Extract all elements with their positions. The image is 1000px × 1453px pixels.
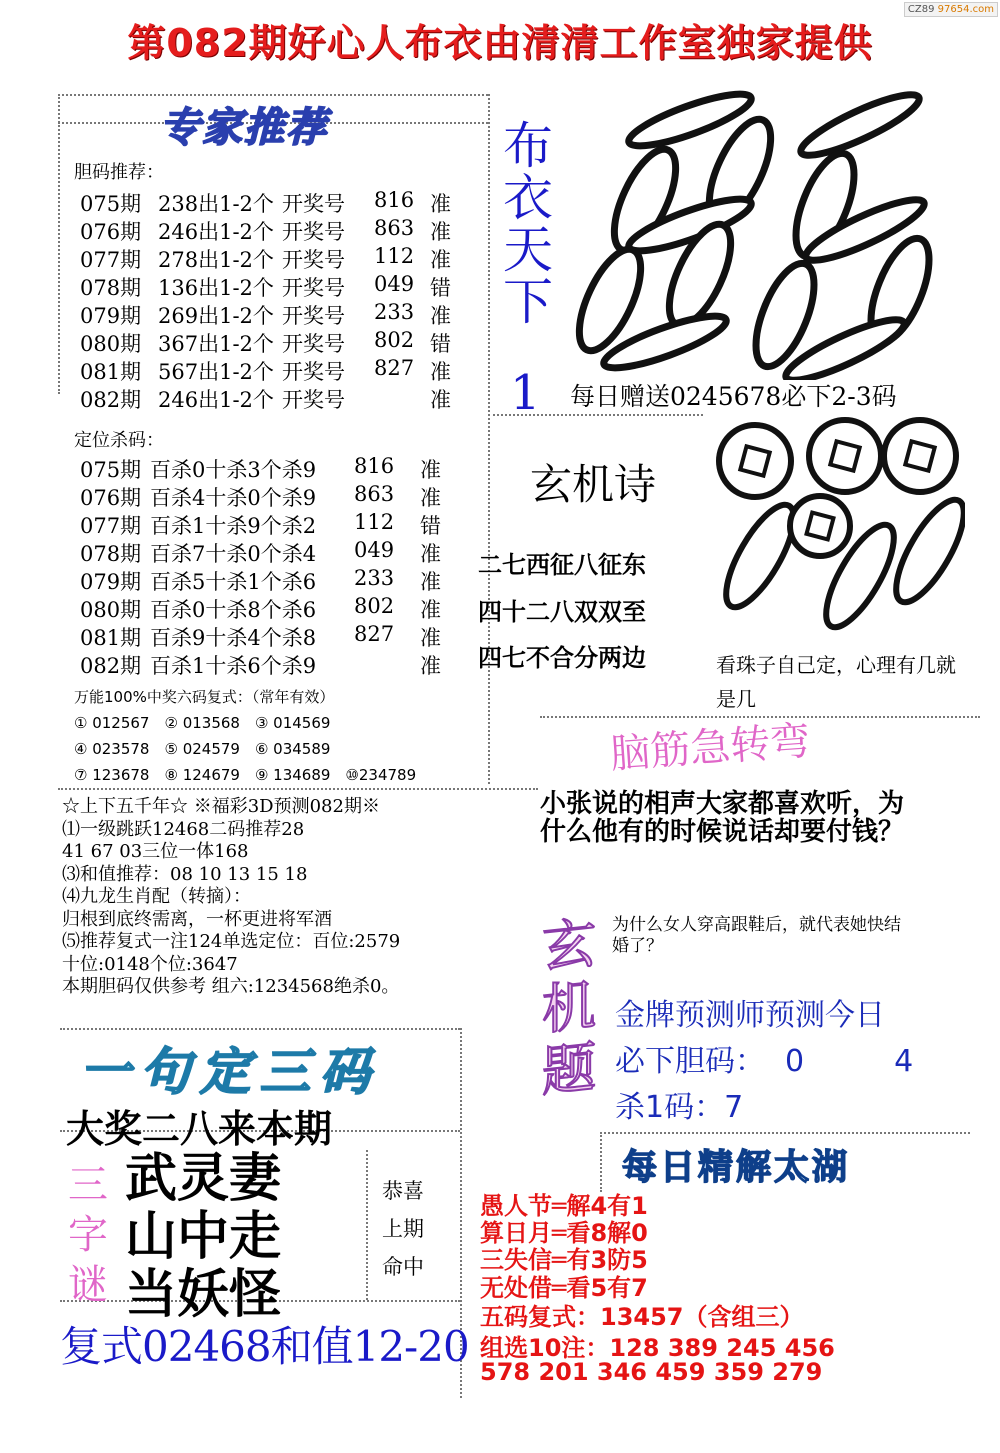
six-code-row: ④ 023578 ⑤ 024579 ⑥ 034589 xyxy=(74,740,331,758)
poem-line: 四七不合分两边 xyxy=(478,644,646,672)
taihu-title: 每日精解太湖 xyxy=(622,1147,851,1188)
watermark-code: CZ89 xyxy=(907,4,935,15)
issue: 079期 xyxy=(80,304,142,328)
kill-spec: 百杀4十杀0个杀9 xyxy=(150,486,317,510)
xuanji-tag xyxy=(538,912,600,1105)
kill-spec: 百杀0十杀3个杀9 xyxy=(150,458,317,482)
pick: 269出1-2个 xyxy=(158,304,274,328)
kill-spec: 百杀1十杀9个杀2 xyxy=(150,514,317,538)
divider xyxy=(60,1028,460,1030)
big-86-drawing-icon xyxy=(570,80,970,380)
expert-heading: 专家推荐 xyxy=(160,105,328,151)
pick: 367出1-2个 xyxy=(158,332,274,356)
kill-spec: 百杀0十杀8个杀6 xyxy=(150,598,317,622)
forecast-line: ⑴一级跳跃12468二码推荐28 xyxy=(62,818,305,840)
issue: 078期 xyxy=(80,276,142,300)
draw-number: 233 xyxy=(354,566,395,590)
kill-spec: 百杀1十杀6个杀9 xyxy=(150,654,317,678)
congrats-note xyxy=(382,1172,424,1286)
result: 准 xyxy=(420,458,441,482)
pick: 246出1-2个 xyxy=(158,388,274,412)
issue: 080期 xyxy=(80,332,142,356)
result: 准 xyxy=(420,486,441,510)
taihu-line: 三失信═有3防5 xyxy=(480,1246,648,1274)
xuanji-tag-char: 机 xyxy=(542,973,596,1042)
pick: 567出1-2个 xyxy=(158,360,274,384)
divider xyxy=(58,788,538,790)
kill-spec: 百杀9十杀4个杀8 xyxy=(150,626,317,650)
three-char-tag xyxy=(63,1160,113,1310)
xuanji-tag-char: 题 xyxy=(542,1035,596,1104)
draw-number: 802 xyxy=(354,594,395,618)
forecast-line: ⑷九龙生肖配（转摘）： xyxy=(62,886,251,907)
riddle-line: 山中走 xyxy=(125,1207,282,1267)
side-title-char: 下 xyxy=(503,273,553,331)
divider xyxy=(488,94,490,784)
result: 准 xyxy=(430,360,451,384)
result: 准 xyxy=(420,570,441,594)
riddle-line: 当妖怪 xyxy=(125,1265,282,1325)
result: 准 xyxy=(430,192,451,216)
issue: 081期 xyxy=(80,626,142,650)
taihu-line: 组选10注：128 389 245 456 xyxy=(480,1334,835,1362)
issue: 075期 xyxy=(80,192,142,216)
gold-line: 金牌预测师预测今日 xyxy=(615,998,885,1033)
draw-number: 816 xyxy=(354,454,395,478)
page-title: 第082期好心人布衣由清清工作室独家提供 xyxy=(127,21,873,65)
gold-kill-line xyxy=(615,1082,743,1126)
result: 准 xyxy=(420,598,441,622)
forecast-line: 本期胆码仅供参考 组六:1234568绝杀0。 xyxy=(62,976,400,997)
daily-gift-text: 每日赠送0245678必下2-3码 xyxy=(570,382,897,411)
issue: 075期 xyxy=(80,458,142,482)
draw-number: 827 xyxy=(354,622,395,646)
bead-note: 看珠子自己定，心理有几就是几 xyxy=(716,653,956,711)
issue: 078期 xyxy=(80,542,142,566)
forecast-line: 归根到底终需离，一杯更进将军酒 xyxy=(62,908,332,930)
issue: 076期 xyxy=(80,220,142,244)
divider xyxy=(600,1132,970,1134)
six-code-row: ① 012567 ② 013568 ③ 014569 xyxy=(74,714,331,732)
draw-number: 049 xyxy=(354,538,395,562)
draw-number: 112 xyxy=(374,244,415,268)
gold-kill-value: 7 xyxy=(724,1090,744,1125)
three-char-tag-char: 字 xyxy=(68,1212,108,1258)
side-title-char: 衣 xyxy=(503,169,553,227)
result: 准 xyxy=(430,388,451,412)
taihu-line: 578 201 346 459 359 279 xyxy=(480,1358,823,1386)
draw-label: 开奖号 xyxy=(282,388,345,412)
taihu-line: 五码复式：13457（含组三） xyxy=(480,1303,804,1331)
issue: 082期 xyxy=(80,654,142,678)
xuanji-question: 为什么女人穿高跟鞋后，就代表她快结婚了？ xyxy=(612,915,901,956)
draw-label: 开奖号 xyxy=(282,304,345,328)
kill-spec: 百杀7十杀0个杀4 xyxy=(150,542,317,566)
result: 错 xyxy=(430,276,451,300)
three-char-tag-char: 谜 xyxy=(68,1262,108,1308)
one-sentence-heading: 一句定三码 xyxy=(80,1043,380,1101)
draw-number: 816 xyxy=(374,188,415,212)
draw-number: 802 xyxy=(374,328,415,352)
draw-number: 827 xyxy=(374,356,415,380)
brain-teaser-text: 小张说的相声大家都喜欢听，为什么他有的时候说话却要付钱？ xyxy=(540,789,905,847)
draw-number: 112 xyxy=(354,510,395,534)
issue: 080期 xyxy=(80,598,142,622)
draw-label: 开奖号 xyxy=(282,192,345,216)
draw-number: 863 xyxy=(354,482,395,506)
result: 准 xyxy=(420,654,441,678)
dan-label: 胆码推荐： xyxy=(74,162,164,183)
three-char-riddle xyxy=(125,1150,281,1324)
result: 准 xyxy=(430,220,451,244)
result: 准 xyxy=(420,542,441,566)
taihu-line: 无处借═看5有7 xyxy=(480,1274,648,1302)
result: 错 xyxy=(420,514,441,538)
bead-99-drawing-icon xyxy=(705,416,965,641)
forecast-line: 41 67 03三位一体168 xyxy=(62,841,249,862)
side-number: 1 xyxy=(510,365,541,421)
brain-teaser-heading: 脑筋急转弯 xyxy=(608,718,812,778)
taihu-line: 愚人节═解4有1 xyxy=(480,1192,648,1220)
pick: 278出1-2个 xyxy=(158,248,274,272)
issue: 081期 xyxy=(80,360,142,384)
divider xyxy=(58,94,60,394)
divider xyxy=(600,1132,602,1192)
congrats-line: 命中 xyxy=(382,1255,424,1279)
kill-spec: 百杀5十杀1个杀6 xyxy=(150,570,317,594)
six-code-label: 万能100%中奖六码复式：（常年有效） xyxy=(74,688,335,706)
side-title xyxy=(493,117,563,331)
riddle-line: 武灵妻 xyxy=(125,1149,282,1209)
taihu-line: 算日月═看8解0 xyxy=(480,1219,648,1247)
gold-dan-a: 0 xyxy=(785,1044,805,1079)
watermark-site: 97654.com xyxy=(937,4,994,15)
forecast-line: ⑶和值推荐：08 10 13 15 18 xyxy=(62,863,308,885)
forecast-line: ☆上下五千年☆ ※福彩3D预测082期※ xyxy=(62,796,380,817)
poem-line: 二七西征八征东 xyxy=(478,551,646,579)
draw-label: 开奖号 xyxy=(282,276,345,300)
three-char-tag-char: 三 xyxy=(68,1162,108,1208)
poem-title: 玄机诗 xyxy=(530,460,657,509)
issue: 079期 xyxy=(80,570,142,594)
draw-label: 开奖号 xyxy=(282,248,345,272)
result: 准 xyxy=(420,626,441,650)
gold-dan-label: 必下胆码： xyxy=(615,1044,765,1079)
issue: 082期 xyxy=(80,388,142,412)
six-code-row: ⑦ 123678 ⑧ 124679 ⑨ 134689 ⑩234789 xyxy=(74,766,417,784)
divider xyxy=(366,1150,368,1300)
gold-dan-b: 4 xyxy=(894,1044,914,1079)
poem-line: 四十二八双双至 xyxy=(478,598,646,626)
draw-label: 开奖号 xyxy=(282,360,345,384)
xuanji-tag-char: 玄 xyxy=(542,911,596,980)
pick: 136出1-2个 xyxy=(158,276,274,300)
gold-dan-line xyxy=(615,1036,913,1080)
congrats-line: 恭喜 xyxy=(382,1179,424,1203)
result: 准 xyxy=(430,248,451,272)
side-title-char: 布 xyxy=(503,117,553,175)
draw-number: 233 xyxy=(374,300,415,324)
draw-number: 863 xyxy=(374,216,415,240)
pick: 238出1-2个 xyxy=(158,192,274,216)
draw-label: 开奖号 xyxy=(282,332,345,356)
result: 错 xyxy=(430,332,451,356)
forecast-line: 十位:0148个位:3647 xyxy=(62,953,238,975)
issue: 077期 xyxy=(80,514,142,538)
kill-label: 定位杀码： xyxy=(74,430,164,451)
issue: 077期 xyxy=(80,248,142,272)
pick: 246出1-2个 xyxy=(158,220,274,244)
one-sentence-line: 大奖二八来本期 xyxy=(66,1107,333,1151)
forecast-block xyxy=(62,796,400,999)
draw-label: 开奖号 xyxy=(282,220,345,244)
congrats-line: 上期 xyxy=(382,1217,424,1241)
draw-number: 049 xyxy=(374,272,415,296)
result: 准 xyxy=(430,304,451,328)
side-title-char: 天 xyxy=(503,221,553,279)
issue: 076期 xyxy=(80,486,142,510)
forecast-line: ⑸推荐复式一注124单选定位：百位:2579 xyxy=(62,931,401,952)
fushi-line: 复式02468和值12-20 xyxy=(60,1322,469,1371)
gold-kill-label: 杀1码： xyxy=(615,1090,725,1125)
